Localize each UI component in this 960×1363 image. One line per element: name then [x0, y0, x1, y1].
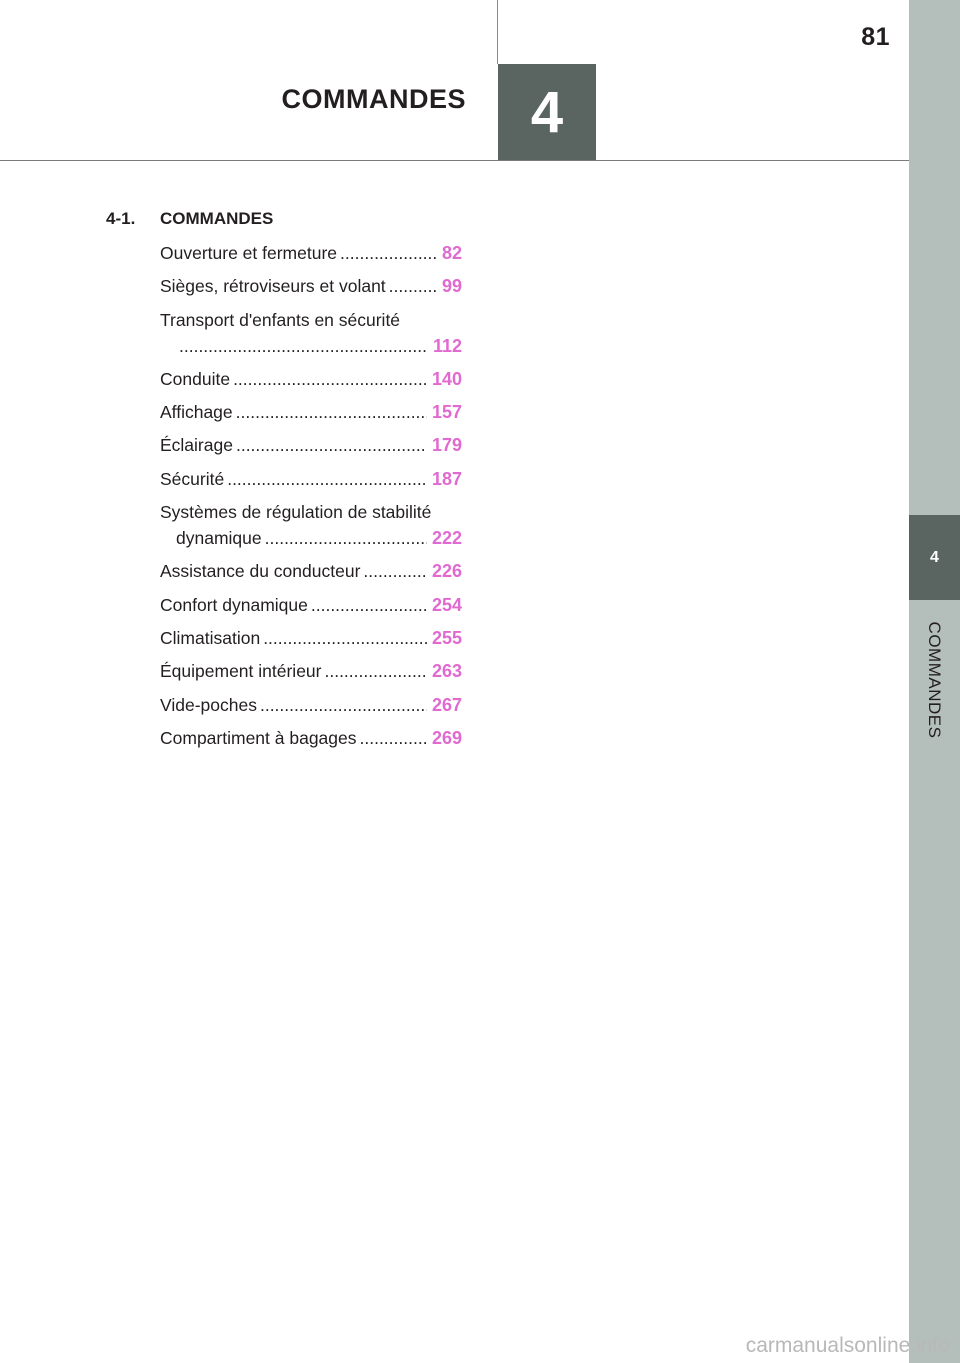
toc-entry-stabilite[interactable]	[160, 499, 462, 551]
toc-entry-ouverture[interactable]	[160, 240, 462, 266]
toc-section-number: 4-1.	[106, 209, 136, 228]
toc-entry-label: Systèmes de régulation de stabilité	[160, 502, 432, 523]
dot-leader	[360, 725, 427, 751]
header-vertical-rule	[497, 0, 498, 64]
chapter-number: 4	[530, 80, 564, 145]
toc-entry-label: Vide-poches	[160, 694, 257, 715]
toc-page-link[interactable]: 82	[441, 243, 462, 263]
header-divider	[0, 160, 909, 161]
toc-page-link[interactable]: 112	[432, 335, 462, 356]
dot-leader	[260, 692, 427, 718]
toc-page-link[interactable]: 263	[431, 661, 462, 682]
toc-entry-label-continued: dynamique	[176, 528, 262, 549]
page-number: 81	[861, 23, 890, 51]
toc-entry-label: Transport d'enfants en sécurité	[160, 309, 401, 330]
dot-leader	[389, 273, 437, 299]
side-tab-chapter-number	[909, 515, 960, 600]
watermark: carmanualsonline.info	[745, 1334, 950, 1357]
side-tab-number: 4	[930, 548, 939, 566]
toc-section-heading	[106, 206, 462, 232]
dot-leader	[227, 466, 427, 492]
chapter-number-box	[498, 64, 596, 161]
side-tab-label: COMMANDES	[925, 621, 944, 739]
toc-entry-label: Compartiment à bagages	[160, 727, 357, 748]
toc-page-link[interactable]: 254	[431, 594, 462, 615]
dot-leader	[311, 592, 427, 618]
toc-entry-label: Conduite	[160, 368, 231, 389]
toc-entry-vide-poches[interactable]	[160, 692, 462, 718]
dot-leader	[236, 432, 427, 458]
toc-entry-confort[interactable]	[160, 592, 462, 618]
dot-leader	[236, 399, 427, 425]
chapter-title: COMMANDES	[281, 84, 466, 114]
toc-page-link[interactable]: 99	[441, 276, 462, 297]
toc-entry-transport-enfants[interactable]	[160, 307, 462, 359]
toc-page-link[interactable]: 267	[431, 694, 462, 715]
toc-entry-label: Ouverture et fermeture	[160, 243, 338, 263]
toc-entry-eclairage[interactable]	[160, 432, 462, 458]
toc-entry-label: Assistance du conducteur	[160, 561, 361, 582]
toc-entry-securite[interactable]	[160, 466, 462, 492]
dot-leader	[324, 658, 426, 684]
toc-entry-equipement[interactable]	[160, 658, 462, 684]
toc-section-title: COMMANDES	[160, 209, 274, 228]
dot-leader	[263, 625, 427, 651]
toc-page-link[interactable]: 226	[431, 561, 462, 582]
dot-leader	[363, 558, 427, 584]
toc-entry-conduite[interactable]	[160, 366, 462, 392]
toc-entry-climatisation[interactable]	[160, 625, 462, 651]
toc-entry-label: Affichage	[160, 402, 233, 423]
toc-page-link[interactable]: 179	[431, 435, 462, 456]
toc-entry-label: Équipement intérieur	[160, 661, 322, 682]
toc-entry-sieges[interactable]	[160, 273, 462, 299]
dot-leader	[340, 240, 437, 266]
toc-entry-affichage[interactable]	[160, 399, 462, 425]
toc-entry-label: Climatisation	[160, 627, 261, 648]
toc-entry-label: Sièges, rétroviseurs et volant	[160, 276, 386, 297]
toc-entry-label: Sécurité	[160, 468, 225, 489]
toc-page-link[interactable]: 222	[431, 528, 462, 549]
toc-entry-label: Éclairage	[160, 435, 233, 456]
toc-page-link[interactable]: 157	[431, 402, 462, 423]
toc-page-link[interactable]: 140	[431, 368, 462, 389]
toc-page-link[interactable]: 187	[431, 468, 462, 489]
toc-entry-label: Confort dynamique	[160, 594, 308, 615]
dot-leader	[265, 525, 427, 551]
dot-leader	[233, 366, 427, 392]
toc-page-link[interactable]: 269	[431, 727, 462, 748]
toc-entry-compartiment[interactable]	[160, 725, 462, 751]
toc-entry-assistance[interactable]	[160, 558, 462, 584]
table-of-contents	[106, 206, 462, 758]
dot-leader	[179, 333, 428, 359]
toc-page-link[interactable]: 255	[431, 627, 462, 648]
